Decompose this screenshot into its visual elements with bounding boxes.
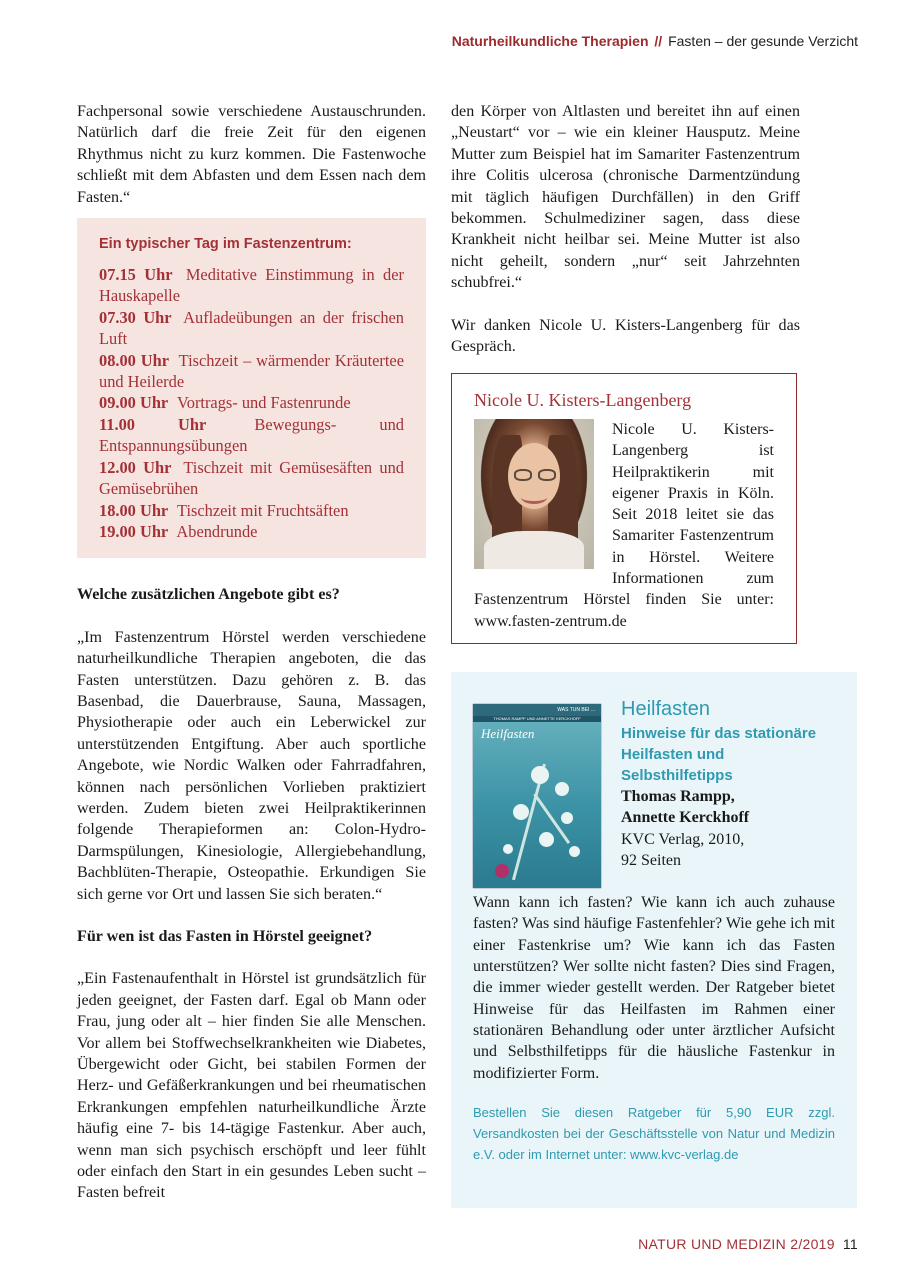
schedule-entry: [99, 350, 404, 393]
schedule-entry: [99, 457, 404, 500]
profile-bio: Nicole U. Kisters-Langenberg ist Heilpraktikerin mit eigener Praxis in Köln. Seit 2018 leitet sie das Samariter Fastenzentrum in Hörstel. Weitere Informationen zum Fastenzentrum Hörstel finden Sie unter: www.fasten-zentrum.de: [474, 421, 774, 630]
schedule-entry: [99, 264, 404, 307]
footer-magazine: NATUR UND MEDIZIN 2/2019: [638, 1236, 835, 1252]
book-order-info: Bestellen Sie diesen Ratgeber für 5,90 EUR zzgl. Versandkosten bei der Geschäftsstelle von Natur und Medizin e.V. oder im Internet unter: www.kvc-verlag.de: [473, 1104, 835, 1162]
header-separator: //: [654, 33, 663, 49]
entry-text: Tischzeit mit Fruchtsäften: [177, 500, 349, 520]
cover-title: Heilfasten: [481, 726, 535, 741]
author-profile-box: [451, 373, 797, 644]
book-subtitle: Hinweise für das stationäre Heilfasten und Selbsthilfetipps: [621, 725, 817, 784]
schedule-entry: [99, 392, 404, 413]
book-recommendation-box: [451, 672, 857, 1208]
schedule-entry: [99, 500, 404, 521]
schedule-entry: [99, 414, 404, 457]
entry-time: 07.30 Uhr: [99, 307, 172, 327]
schedule-entry: [99, 521, 404, 542]
entry-text: Abendrunde: [176, 521, 258, 541]
book-publisher: KVC Verlag, 2010,: [621, 830, 745, 848]
page-number: 11: [842, 1236, 858, 1252]
thanks-paragraph: Wir danken Nicole U. Kisters-Langenberg für das Gespräch.: [451, 316, 800, 356]
entry-text: Tischzeit mit Gemüsesäften und Gemüsebrühen: [99, 457, 404, 499]
schedule-box: [77, 218, 426, 558]
schedule-entry: [99, 307, 404, 350]
schedule-title: Ein typischer Tag im Fastenzentrum:: [99, 236, 352, 253]
left-column: [77, 101, 426, 1204]
book-cover-image: [473, 704, 601, 888]
profile-name: Nicole U. Kisters-Langenberg: [474, 390, 692, 410]
answer-paragraph: „Im Fastenzentrum Hörstel werden verschiedene naturheilkundliche Therapien angeboten, die das Fasten unterstützen. Dazu gehören z. B. das Basenbad, die Dauerbrause, Sauna, Massagen, Physiotherapie oder auch ein Leberwickel zur unterstützenden Entgiftung. Aber auch sportliche Angebote, wie Nordic Walken oder Fahrradfahren, können nach persönlichen Vorlieben praktiziert werden. Zudem bieten zwei Heilpraktikerinnen folgende Therapieformen an: Colon-Hydro-Darmspülungen, Kinesiologie, Allergiebehandlung, Bachblüten-Therapie, Osteopathie. Erkundigen Sie sich gerne vor Ort und lassen Sie sich beraten.“: [77, 628, 426, 903]
book-title: Heilfasten: [621, 698, 710, 720]
entry-time: 18.00 Uhr: [99, 500, 169, 520]
question-heading: Welche zusätzlichen Angebote gibt es?: [77, 586, 340, 604]
book-author: Annette Kerckhoff: [621, 809, 750, 827]
cover-series: WAS TUN BEI ...: [473, 704, 601, 716]
entry-time: 07.15 Uhr: [99, 265, 173, 285]
entry-text: Tischzeit – wärmender Kräutertee und Heilerde: [99, 350, 404, 392]
header-topic: Fasten – der gesunde Verzicht: [668, 33, 858, 49]
book-pages: 92 Seiten: [621, 851, 681, 869]
entry-text: Vortrags- und Fastenrunde: [177, 393, 351, 413]
entry-time: 19.00 Uhr: [99, 521, 169, 541]
right-column: [451, 101, 800, 357]
answer-paragraph: „Ein Fastenaufenthalt in Hörstel ist grundsätzlich für jeden geeignet, der Fasten darf. Egal ob Mann oder Frau, jung oder alt – hier finden Sie alle Menschen. Vor allem bei Stoffwechselkrankheiten wie Diabetes, Übergewicht oder Gicht, bei stabilen Formen der Herz- und Gefäßerkrankungen und bei rheumatischen Erkrankungen empfehlen naturheilkundliche Ärzte häufig eine 7- bis 14-tägige Fastenkur. Aber auch, wenn man sich psychisch erschöpft und leer fühlt oder einfach den Start in ein gesundes Leben sucht – Fasten befreit: [77, 970, 426, 1202]
entry-time: 12.00 Uhr: [99, 457, 172, 477]
book-description: Wann kann ich fasten? Wie kann ich auch zuhause fasten? Was sind häufige Fastenfehler? Wie gehe ich mit einer Fastenkrise um? Wie kann ich das Fasten unterstützen? Wer sollte nicht fasten? Dies sind Fragen, die immer wieder gestellt werden. Der Ratgeber bietet Hinweise für das Heilfasten im Rahmen einer stationären Behandlung oder unter ärztlicher Aufsicht und Selbsthilfetipps für die häusliche Fastenkur in modifizierter Form.: [473, 894, 835, 1082]
entry-text: Meditative Einstimmung in der Hauskapelle: [99, 265, 404, 306]
entry-text: Aufladeübungen an der frischen Luft: [99, 307, 404, 349]
cover-authors: THOMAS RAMPP UND ANNETTE KERCKHOFF: [473, 716, 601, 722]
portrait-photo: [474, 419, 594, 569]
header-section: Naturheilkundliche Therapien: [451, 33, 649, 49]
entry-text: Bewegungs- und Entspannungsübungen: [99, 414, 404, 456]
entry-time: 08.00 Uhr: [99, 350, 170, 370]
running-header: [452, 33, 858, 49]
book-author: Thomas Rampp,: [621, 788, 735, 805]
intro-paragraph: Fachpersonal sowie verschiedene Austauschrunden. Natürlich darf die freie Zeit für den eigenen Rhythmus nicht zu kurz kommen. Die Fastenwoche schließt mit dem Abfasten und dem Essen nach dem Fasten.“: [77, 103, 426, 206]
question-heading: Für wen ist das Fasten in Hörstel geeignet?: [77, 928, 373, 945]
continued-paragraph: den Körper von Altlasten und bereitet ihn auf einen „Neustart“ vor – wie ein kleiner Hausputz. Meine Mutter zum Beispiel hat im Samariter Fastenzentrum ihre Colitis ulcerosa (chronische Darmentzündung mit täglich häufigen Durchfällen) in den Griff bekommen. Schulmediziner sagen, dass diese Krankheit nicht heilbar sei. Meine Mutter ist also nicht geheilt, sondern „nur“ seit Jahrzehnten schubfrei.“: [451, 103, 800, 292]
entry-time: 11.00 Uhr: [99, 414, 207, 434]
page-footer: [638, 1236, 858, 1252]
entry-time: 09.00 Uhr: [99, 393, 169, 413]
